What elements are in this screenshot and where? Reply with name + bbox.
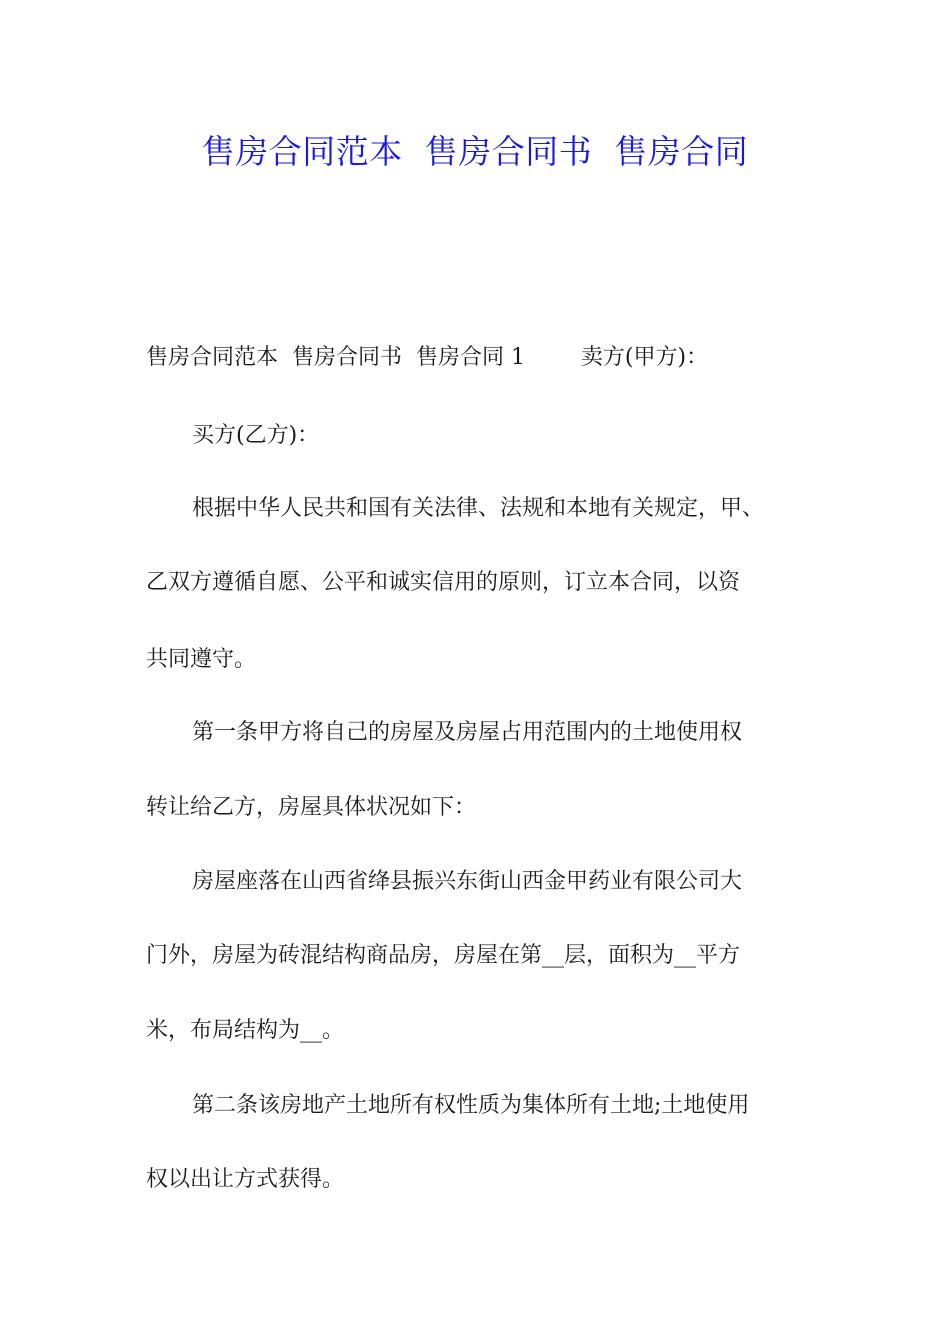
- article-one-line: 第一条甲方将自己的房屋及房屋占用范围内的土地使用权: [192, 720, 743, 745]
- paragraph-line: 共同遵守。: [146, 647, 257, 672]
- contract-heading-line: 售房合同范本 售房合同书 售房合同 1 卖方(甲方)：: [146, 345, 709, 370]
- paragraph-line: 根据中华人民共和国有关法律、法规和本地有关规定，甲、: [192, 496, 765, 521]
- article-two-line: 第二条该房地产土地所有权性质为集体所有土地;土地使用: [192, 1093, 750, 1118]
- paragraph-line: 乙双方遵循自愿、公平和诚实信用的原则，订立本合同，以资: [146, 570, 741, 595]
- paragraph-line: 门外，房屋为砖混结构商品房，房屋在第__层，面积为__平方: [146, 943, 741, 968]
- buyer-line: 买方(乙方)：: [192, 423, 320, 448]
- document-title: 售房合同范本 售房合同书 售房合同: [201, 132, 749, 171]
- paragraph-line: 权以出让方式获得。: [146, 1167, 345, 1192]
- property-location-line: 房屋座落在山西省绛县振兴东街山西金甲药业有限公司大: [192, 869, 743, 894]
- paragraph-line: 转让给乙方，房屋具体状况如下：: [146, 795, 477, 820]
- paragraph-line: 米，布局结构为__。: [146, 1018, 345, 1043]
